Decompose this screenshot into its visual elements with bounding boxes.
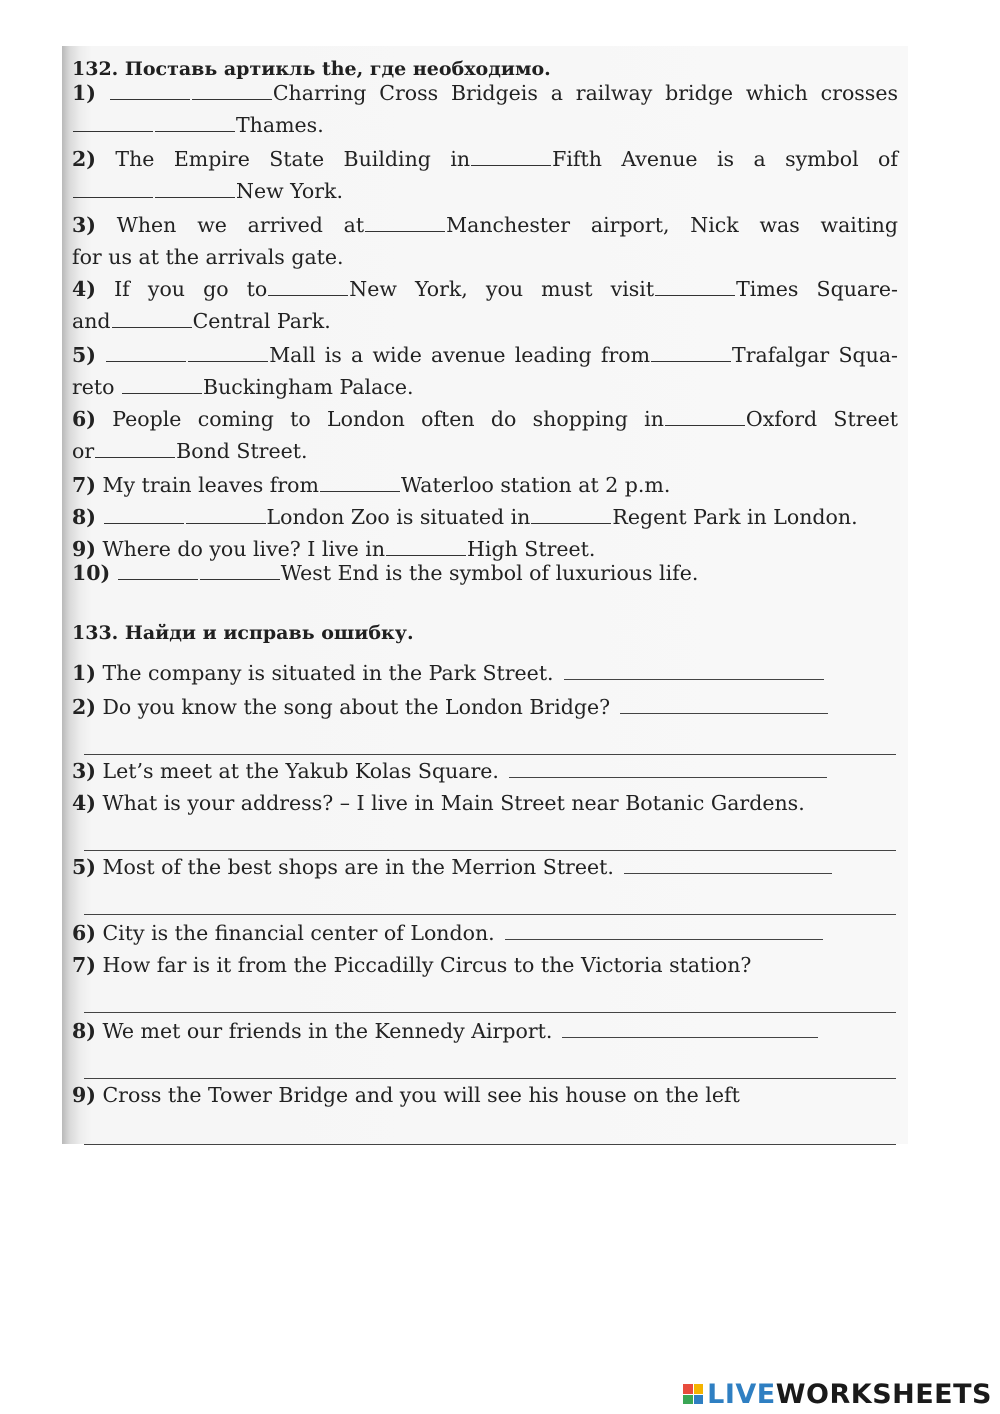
item-number: 7) xyxy=(72,473,96,497)
correction-answer-line[interactable] xyxy=(620,695,828,714)
ex133-item-8 xyxy=(72,1018,898,1044)
ex133-item-4 xyxy=(72,790,898,816)
ex132-item-1-line-1 xyxy=(72,80,898,106)
sentence-text: Regent Park in London. xyxy=(612,505,858,529)
sentence-text: How far is it from the Piccadilly Circus to the Victoria station? xyxy=(102,953,752,977)
ex132-item-3-line-1 xyxy=(72,212,898,238)
sentence-text: Manchester airport, Nick was waiting xyxy=(446,213,898,237)
item-number: 5) xyxy=(72,343,96,367)
correction-answer-line[interactable] xyxy=(84,1078,896,1079)
item-number: 1) xyxy=(72,81,96,105)
sentence-text: West End is the symbol of luxurious life. xyxy=(280,561,699,585)
sentence-text: Thames. xyxy=(236,113,324,137)
sentence-text: My train leaves from xyxy=(102,473,319,497)
logo-text-live: LIVE xyxy=(707,1378,776,1410)
sentence-text: reto xyxy=(72,375,122,399)
ex132-item-3-line-2 xyxy=(72,244,898,270)
item-number: 6) xyxy=(72,407,96,431)
sentence-text: When we arrived at xyxy=(116,213,365,237)
sentence-text: Times Square- xyxy=(736,277,898,301)
answer-blank[interactable] xyxy=(104,505,184,524)
answer-blank[interactable] xyxy=(651,343,731,362)
sentence-text: or xyxy=(72,439,95,463)
logo-text-worksheets: WORKSHEETS xyxy=(775,1378,992,1410)
sentence-text: The company is situated in the Park Street. xyxy=(102,661,554,685)
item-number: 4) xyxy=(72,277,96,301)
item-number: 4) xyxy=(72,791,96,815)
sentence-text: New York, you must visit xyxy=(349,277,655,301)
answer-blank[interactable] xyxy=(155,179,235,198)
answer-blank[interactable] xyxy=(118,561,198,580)
correction-answer-line[interactable] xyxy=(84,914,896,915)
sentence-text: Oxford Street xyxy=(745,407,898,431)
ex132-item-7-line-1 xyxy=(72,472,898,498)
item-number: 10) xyxy=(72,561,111,585)
correction-answer-line[interactable] xyxy=(624,855,832,874)
liveworksheets-logo xyxy=(683,1380,992,1408)
correction-answer-line[interactable] xyxy=(505,921,823,940)
correction-answer-line[interactable] xyxy=(84,1012,896,1013)
correction-answer-line[interactable] xyxy=(562,1019,818,1038)
logo-text xyxy=(707,1379,992,1410)
correction-answer-line[interactable] xyxy=(509,759,827,778)
exercise-133-title: 133. Найди и исправь ошибку. xyxy=(72,622,414,644)
ex133-item-5 xyxy=(72,854,898,880)
item-number: 2) xyxy=(72,695,96,719)
answer-blank[interactable] xyxy=(188,343,268,362)
answer-blank[interactable] xyxy=(95,439,175,458)
ex132-item-6-line-2 xyxy=(72,438,898,464)
ex133-item-2 xyxy=(72,694,898,720)
ex132-item-2-line-2 xyxy=(72,178,898,204)
ex132-item-5-line-2 xyxy=(72,374,898,400)
answer-blank[interactable] xyxy=(386,537,466,556)
ex133-item-3 xyxy=(72,758,898,784)
item-number: 3) xyxy=(72,759,96,783)
answer-blank[interactable] xyxy=(320,473,400,492)
sentence-text: Trafalgar Squa- xyxy=(732,343,898,367)
answer-blank[interactable] xyxy=(186,505,266,524)
sentence-text: What is your address? – I live in Main Street near Botanic Gardens. xyxy=(102,791,805,815)
answer-blank[interactable] xyxy=(106,343,186,362)
answer-blank[interactable] xyxy=(655,277,735,296)
sentence-text: and xyxy=(72,309,111,333)
sentence-text: for us at the arrivals gate. xyxy=(72,245,344,269)
sentence-text: People coming to London often do shopping in xyxy=(112,407,664,431)
item-number: 5) xyxy=(72,855,96,879)
sentence-text: Let’s meet at the Yakub Kolas Square. xyxy=(102,759,499,783)
answer-blank[interactable] xyxy=(110,81,190,100)
ex132-item-1-line-2 xyxy=(72,112,898,138)
sentence-text: Cross the Tower Bridge and you will see his house on the left xyxy=(102,1083,740,1107)
logo-mark-icon xyxy=(683,1384,703,1404)
correction-answer-line[interactable] xyxy=(84,754,896,755)
sentence-text: Waterloo station at 2 p.m. xyxy=(400,473,671,497)
sentence-text: We met our friends in the Kennedy Airport. xyxy=(102,1019,553,1043)
correction-answer-line[interactable] xyxy=(564,661,824,680)
item-number: 2) xyxy=(72,147,96,171)
answer-blank[interactable] xyxy=(471,147,551,166)
sentence-text: Where do you live? I live in xyxy=(102,537,386,561)
item-number: 6) xyxy=(72,921,96,945)
item-number: 1) xyxy=(72,661,96,685)
item-number: 9) xyxy=(72,1083,96,1107)
sentence-text: Buckingham Palace. xyxy=(203,375,414,399)
sentence-text: London Zoo is situated in xyxy=(266,505,531,529)
sentence-text: Bond Street. xyxy=(176,439,308,463)
sentence-text: City is the financial center of London. xyxy=(102,921,495,945)
ex133-item-9 xyxy=(72,1082,898,1108)
answer-blank[interactable] xyxy=(73,113,153,132)
answer-blank[interactable] xyxy=(112,309,192,328)
item-number: 3) xyxy=(72,213,96,237)
answer-blank[interactable] xyxy=(268,277,348,296)
ex132-item-9-line-1 xyxy=(72,536,898,562)
item-number: 8) xyxy=(72,1019,96,1043)
exercise-132-title: 132. Поставь артикль the, где необходимо. xyxy=(72,58,551,80)
answer-blank[interactable] xyxy=(531,505,611,524)
scanned-page xyxy=(62,46,908,1144)
ex132-item-4-line-2 xyxy=(72,308,898,334)
ex132-item-2-line-1 xyxy=(72,146,898,172)
answer-blank[interactable] xyxy=(665,407,745,426)
sentence-text: High Street. xyxy=(467,537,596,561)
sentence-text: Fifth Avenue is a symbol of xyxy=(552,147,898,171)
ex132-item-5-line-1 xyxy=(72,342,898,368)
sentence-text: New York. xyxy=(236,179,343,203)
ex133-item-7 xyxy=(72,952,898,978)
sentence-text: Central Park. xyxy=(192,309,331,333)
ex132-item-4-line-1 xyxy=(72,276,898,302)
answer-blank[interactable] xyxy=(122,375,202,394)
ex132-item-10-line-1 xyxy=(72,560,898,586)
ex132-item-8-line-1 xyxy=(72,504,898,530)
answer-blank[interactable] xyxy=(155,113,235,132)
correction-answer-line[interactable] xyxy=(84,850,896,851)
sentence-text: The Empire State Building in xyxy=(115,147,471,171)
ex132-item-6-line-1 xyxy=(72,406,898,432)
item-number: 8) xyxy=(72,505,96,529)
sentence-text: Mall is a wide avenue leading from xyxy=(269,343,651,367)
sentence-text: Charring Cross Bridgeis a railway bridge which crosses xyxy=(272,81,898,105)
correction-answer-line[interactable] xyxy=(84,1144,896,1145)
answer-blank[interactable] xyxy=(192,81,272,100)
ex133-item-1 xyxy=(72,660,898,686)
sentence-text: Most of the best shops are in the Merrion Street. xyxy=(102,855,614,879)
item-number: 9) xyxy=(72,537,96,561)
answer-blank[interactable] xyxy=(365,213,445,232)
sentence-text: Do you know the song about the London Bridge? xyxy=(102,695,611,719)
answer-blank[interactable] xyxy=(200,561,280,580)
answer-blank[interactable] xyxy=(73,179,153,198)
sentence-text: If you go to xyxy=(114,277,268,301)
ex133-item-6 xyxy=(72,920,898,946)
item-number: 7) xyxy=(72,953,96,977)
